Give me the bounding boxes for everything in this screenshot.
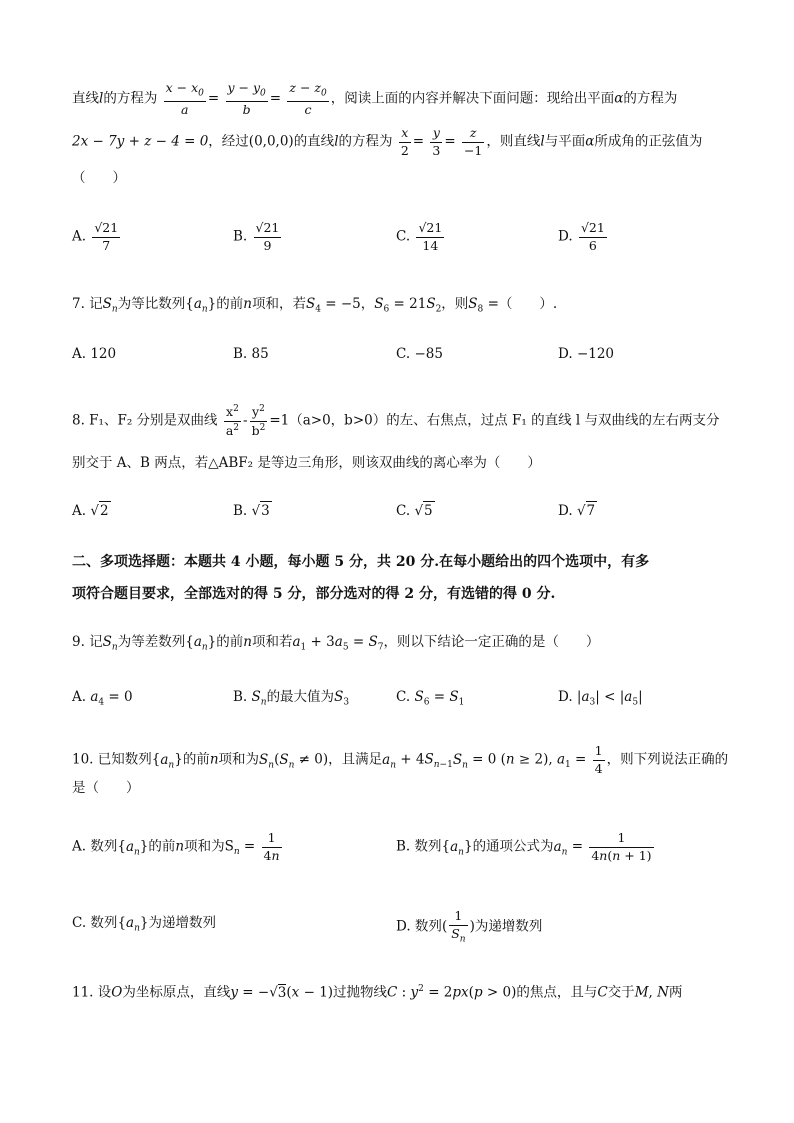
fraction-y: $\frac{y - y_0}{b}$ [227,80,266,117]
q7-option-b: B. 85 [233,346,269,362]
q9-option-b: B. $S_n$的最大值为$S_3$ [233,689,350,708]
q9-option-d: D. $|a_3| < |a_5|$ [558,689,643,708]
q6-line2: 2x − 7y + z − 4 = 0，经过(0,0,0)的直线l的方程为 $\frac{x}{2}$ = $\frac{y}{3}$ = $\frac{z}{-1}$ ，则直线l与平面α所成角的正弦值为 [72,125,703,158]
q10-option-d: D. 数列( $\frac{1}{S_n}$ )为递增数列 [396,908,543,944]
q6-option-a: A. $\frac{√21}{7}$ [72,220,119,253]
q10-option-b: B. 数列$\{a_n\}$的通项公式为$a_n$ = $\frac{1}{4n(n + 1)}$ [396,830,652,863]
q9-option-a: A. $a_4 = 0$ [72,689,133,708]
q10-line1: 10. 已知数列$\{a_n\}$的前n项和为$S_n(S_n \ne 0)$，且满足$a_n + 4S_{n-1}S_n = 0$ (n ≥ 2), $a_1$ = $\frac{1}{4}$ ，则下列说法正确的 [72,743,729,776]
q6-option-b: B. $\frac{√21}{9}$ [233,220,280,253]
q8-option-c: C. √5 [396,503,433,519]
q10-line2: 是（ ） [72,780,140,796]
section-2-heading-line2: 项符合题目要求，全部选对的得 5 分，部分选对的得 2 分，有选错的得 0 分. [72,586,556,602]
fraction-z: $\frac{z - z_0}{c}$ [289,80,327,117]
q10-option-c: C. 数列$\{a_n\}$为递增数列 [72,915,216,934]
q8-option-d: D. √7 [558,503,596,519]
q10-option-a: A. 数列$\{a_n\}$的前n项和为$S_n$ = $\frac{1}{4n}$ [72,830,280,863]
q8-option-b: B. √3 [233,503,270,519]
q7-option-a: A. 120 [72,346,117,362]
q8-line1: 8. F₁、F₂ 分别是双曲线 $\frac{x^2}{a^2}$ - $\frac{y^2}{b^2}$ =1（a>0，b>0）的左、右焦点，过点 F₁ 的直线 l 与双曲线的左右两支分 [72,404,720,438]
q8-line2: 别交于 A、B 两点，若△ABF₂ 是等边三角形，则该双曲线的离心率为（ ） [72,455,541,471]
q7-option-d: D. −120 [558,346,615,362]
q6-line1: 直线l的方程为 $\frac{x - x_0}{a}$ = $\frac{y - y_0}{b}$ = $\frac{z - z_0}{c}$ ，阅读上面的内容并解决下面问题：现给出平面α的方程为 [72,80,678,117]
q7-option-c: C. −85 [396,346,443,362]
q9-option-c: C. $S_6 = S_1$ [396,689,465,708]
q6-option-d: D. $\frac{√21}{6}$ [558,220,605,253]
q9-stem: 9. 记$S_n$为等差数列$\{a_n\}$的前n项和若$a_1 + 3a_5 = S_7$，则以下结论一定正确的是（ ） [72,634,600,653]
q8-option-a: A. √2 [72,503,109,519]
q6-option-c: C. $\frac{√21}{14}$ [396,220,443,253]
q7-stem: 7. 记$S_n$为等比数列$\{a_n\}$的前n项和，若$S_4 = -5$，$S_6 = 21S_2$，则$S_8$ =（ ）. [72,296,558,315]
section-2-heading-line1: 二、多项选择题：本题共 4 小题，每小题 5 分，共 20 分.在每小题给出的四个选项中，有多 [72,554,650,570]
fraction-x: $\frac{x - x_0}{a}$ [165,80,204,117]
q11-stem: 11. 设O为坐标原点，直线y = −√3(x − 1)过抛物线C : $y^2 = 2px(p > 0)$的焦点，且与C交于M, N两 [72,984,683,1001]
q6-blank: （ ） [72,170,126,186]
